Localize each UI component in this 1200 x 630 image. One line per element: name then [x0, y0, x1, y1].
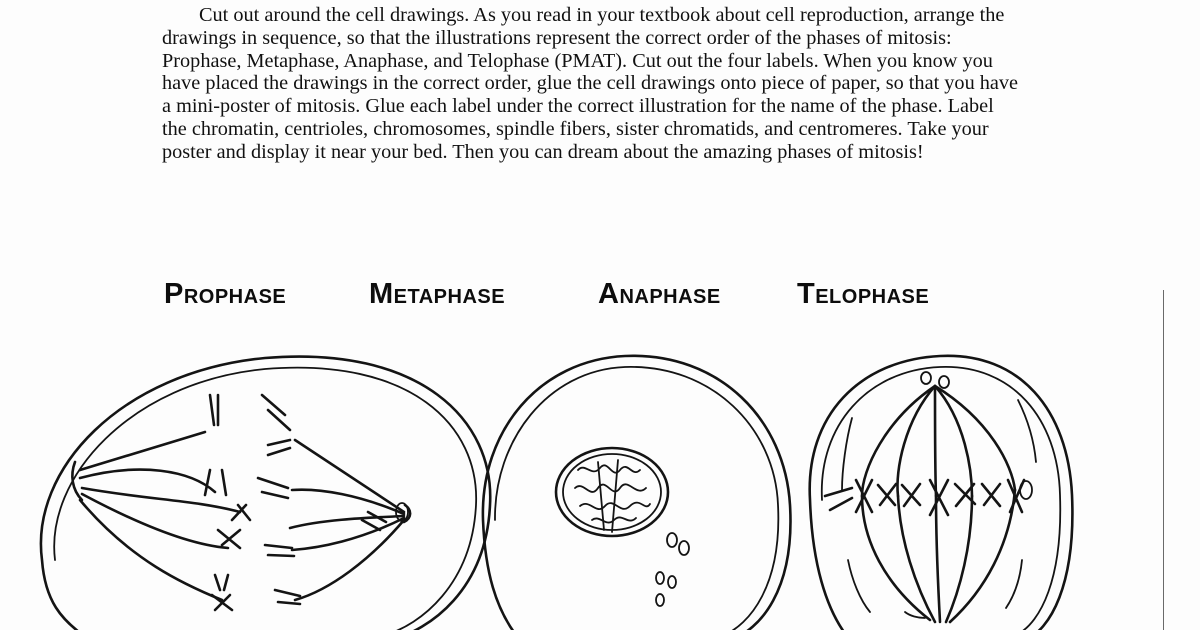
label-metaphase[interactable]: Metaphase — [369, 278, 506, 310]
cell-drawings-svg — [0, 335, 1200, 630]
cell-drawings — [0, 335, 1200, 630]
instructions-paragraph: Cut out around the cell drawings. As you read in your textbook about cell reproduction, arrange the drawings in sequence, so that the illustrations represent the correct order of the phases of mitosis: Prophase, Metaphase, Anaphase, and Telophase (PMAT). Cut out the four labels. When you know you have placed the drawings in the correct order, glue the cell drawings onto piece of paper, so that you have a mini-poster of mitosis. Glue each label under the correct illustration for the name of the phase. Label the chromatin, centrioles, chromosomes, spindle fibers, sister chromatids, and centromeres. Take your poster and display it near your bed. Then you can dream about the amazing phases of mitosis! — [162, 4, 1019, 163]
anaphase-cell-drawing[interactable] — [41, 357, 490, 630]
label-prophase[interactable]: Prophase — [164, 278, 287, 310]
label-anaphase[interactable]: Anaphase — [598, 278, 721, 310]
phase-labels-row — [0, 278, 1200, 318]
metaphase-cell-drawing[interactable] — [810, 356, 1073, 630]
prophase-cell-drawing[interactable] — [483, 356, 791, 630]
label-telophase[interactable]: Telophase — [797, 278, 930, 310]
